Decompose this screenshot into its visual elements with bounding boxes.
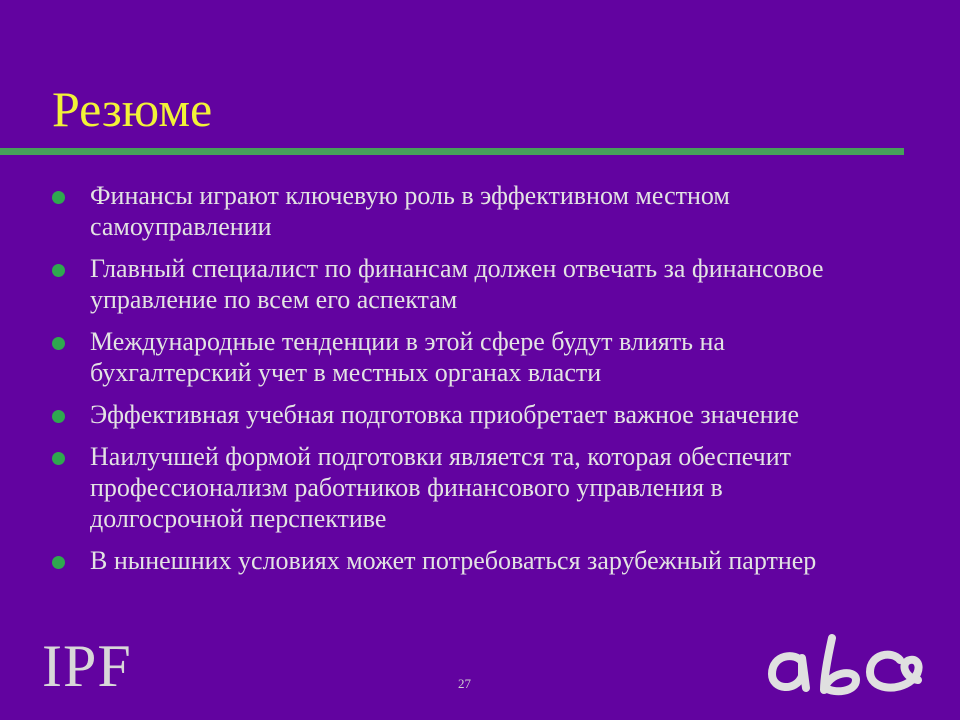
bullet-text: Международные тенденции в этой сфере будут влиять на бухгалтерский учет в местных органах власти (90, 327, 725, 387)
bullet-item (50, 399, 880, 430)
bullet-item (50, 253, 880, 315)
title-divider (0, 148, 904, 155)
bullet-dot-icon (52, 410, 65, 423)
slide-title: Резюме (52, 81, 213, 137)
bullet-item (50, 180, 880, 242)
bullet-text: Наилучшей формой подготовки является та, которая обеспечит профессионализм работников финансового управления в долгосрочной перспективе (90, 442, 792, 533)
bullet-text: Финансы играют ключевую роль в эффективном местном самоуправлении (90, 181, 730, 241)
bullet-dot-icon (52, 191, 65, 204)
bullet-dot-icon (52, 452, 65, 465)
bullet-list (50, 180, 880, 587)
bullet-dot-icon (52, 337, 65, 350)
page-number: 27 (458, 676, 471, 691)
bullet-item (50, 545, 880, 576)
bullet-text: Главный специалист по финансам должен отвечать за финансовое управление по всем его аспектам (90, 254, 824, 314)
abc-logo-icon (762, 632, 932, 707)
bullet-item (50, 326, 880, 388)
bullet-item (50, 441, 880, 534)
bullet-dot-icon (52, 556, 65, 569)
ipf-logo: IPF (42, 633, 132, 699)
bullet-text: Эффективная учебная подготовка приобретает важное значение (90, 400, 799, 429)
bullet-text: В нынешних условиях может потребоваться зарубежный партнер (90, 546, 817, 575)
bullet-dot-icon (52, 264, 65, 277)
